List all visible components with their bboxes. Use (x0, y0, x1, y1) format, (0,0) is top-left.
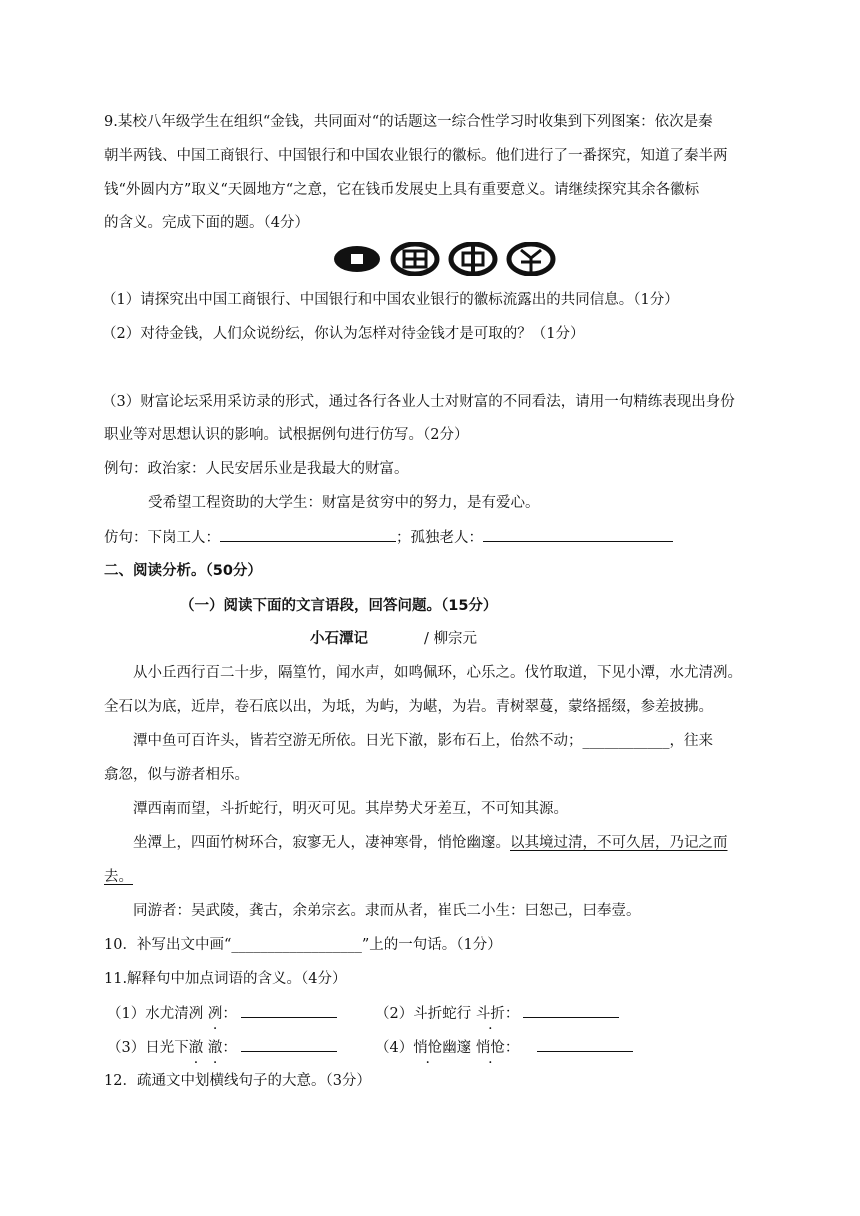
q11-item-4-dotted-word-a: 悄怆 (413, 1040, 443, 1056)
imitation-prefix: 仿句：下岗工人： (104, 530, 220, 546)
para-2-text-b: ，往来 (669, 733, 713, 749)
para-1-line-1: 从小丘西行百二十步，隔篁竹，闻水声，如鸣佩环，心乐之。伐竹取道，下见小潭，水尤清冽。 (133, 665, 742, 681)
q11-item-3-dotted-word-b: 澈 (207, 1040, 223, 1056)
q10 (104, 935, 502, 955)
underlined-sentence-part-2: 去。 (104, 869, 133, 885)
para-4-line-1 (133, 833, 728, 853)
answer-blank-laid-off-worker[interactable] (220, 527, 396, 542)
q11-item-3-blank[interactable] (241, 1037, 337, 1052)
q10-text-a: 10．补写出文中画“ (104, 937, 232, 953)
q11-item-4-colon: ： (504, 1040, 520, 1056)
q9-sub-3-line-2: 职业等对思想认识的影响。试根据例句进行仿写。（2分） (104, 427, 469, 443)
para-4-text: 坐潭上，四面竹树环合，寂寥无人，凄神寒骨，悄怆幽邃。 (133, 835, 510, 851)
imitation-mid: ；孤独老人： (396, 530, 483, 546)
q11-item-3-colon: ： (222, 1040, 237, 1056)
q11-title: 11.解释句中加点词语的含义。（4分） (104, 971, 347, 987)
essay-title: 小石潭记 (310, 631, 368, 647)
q11-item-2-blank[interactable] (523, 1003, 619, 1018)
essay-heading (310, 629, 477, 649)
para-2-line-2: 翕忽，似与游者相乐。 (104, 767, 249, 783)
para-1-line-2: 全石以为底，近岸，卷石底以出，为坻，为屿，为嵁，为岩。青树翠蔓，蒙络摇缀，参差披拂。 (104, 699, 713, 715)
icbc-logo-icon (390, 242, 440, 276)
q11-item-4-text: 幽邃 (442, 1040, 476, 1056)
q12-title: 12．疏通文中划横线句子的大意。（3分） (104, 1073, 371, 1089)
para-2-text-a: 潭中鱼可百许头，皆若空游无所依。日光下澈，影布石上，佁然不动； (133, 733, 583, 749)
q9-line-3: 钱“外圆内方”取义“天圆地方“之意，它在钱币发展史上具有重要意义。请继续探究其余各徽标 (104, 182, 700, 198)
q9-sub-1: （1）请探究出中国工商银行、中国银行和中国农业银行的徽标流露出的共同信息。（1分） (102, 292, 679, 308)
imitation-line (104, 527, 673, 548)
q9-line-4: 的含义。完成下面的题。（4分） (104, 215, 309, 231)
q11-item-3-text: （3）日光下 (107, 1040, 189, 1056)
q11-item-4-prefix: （4） (375, 1040, 414, 1056)
q11-item-1-blank[interactable] (241, 1003, 337, 1018)
bank-of-china-logo-icon (448, 242, 498, 276)
para-2-blank: ____________ (582, 733, 670, 749)
answer-blank-lonely-elder[interactable] (483, 527, 673, 542)
part-1-title: （一）阅读下面的文言语段，回答问题。（15分） (180, 598, 498, 614)
para-4-line-2 (104, 867, 133, 887)
para-3: 潭西南而望，斗折蛇行，明灭可见。其岸势犬牙差互，不可知其源。 (133, 801, 568, 817)
q11-item-1-text: （1）水尤清冽 (107, 1006, 208, 1022)
example-sentence-1: 例句：政治家：人民安居乐业是我最大的财富。 (104, 461, 409, 477)
para-2-line-1 (133, 731, 713, 751)
q11-item-1-colon: ： (222, 1006, 237, 1022)
underlined-sentence-part-1: 以其境过清，不可久居，乃记之而 (510, 835, 728, 851)
example-sentence-2: 受希望工程资助的大学生：财富是贫穷中的努力，是有爱心。 (148, 495, 540, 511)
q11-item-1-dotted-word: 冽 (207, 1006, 223, 1022)
q11-item-3 (107, 1037, 337, 1058)
q9-sub-3-line-1: （3）财富论坛采用采访录的形式，通过各行各业人士对财富的不同看法，请用一句精练表现出身份 (102, 394, 735, 410)
q11-item-3-dotted-word-a: 澈 (188, 1040, 204, 1056)
q9-line-2: 朝半两钱、中国工商银行、中国银行和中国农业银行的徽标。他们进行了一番探究，知道了秦半两 (104, 148, 728, 164)
bank-logos-row (332, 242, 556, 276)
q11-item-2-text: （2）斗折蛇行 (375, 1006, 476, 1022)
essay-author: / 柳宗元 (424, 631, 477, 647)
q11-item-2-dotted-word: 斗折 (475, 1006, 505, 1022)
q11-item-4-blank[interactable] (537, 1037, 633, 1052)
q11-item-2 (375, 1003, 619, 1024)
q9-line-1: 9.某校八年级学生在组织“金钱，共同面对“的话题这一综合性学习时收集到下列图案：依次是秦 (104, 114, 713, 130)
para-5: 同游者：吴武陵，龚古，余弟宗玄。隶而从者，崔氏二小生：曰恕己，曰奉壹。 (133, 903, 641, 919)
q11-item-4 (375, 1037, 633, 1058)
q11-item-1 (107, 1003, 337, 1024)
q11-item-4-dotted-word-b: 悄怆 (475, 1040, 505, 1056)
qin-banliang-coin-icon (332, 242, 382, 276)
q11-item-2-colon: ： (504, 1006, 520, 1022)
section-2-title: 二、阅读分析。（50分） (104, 563, 262, 579)
agricultural-bank-logo-icon (506, 242, 556, 276)
q10-blank: __________________ (231, 937, 362, 953)
q10-text-b: ”上的一句话。（1分） (361, 937, 502, 953)
q9-sub-2: （2）对待金钱，人们众说纷纭，你认为怎样对待金钱才是可取的？（1分） (102, 326, 585, 342)
